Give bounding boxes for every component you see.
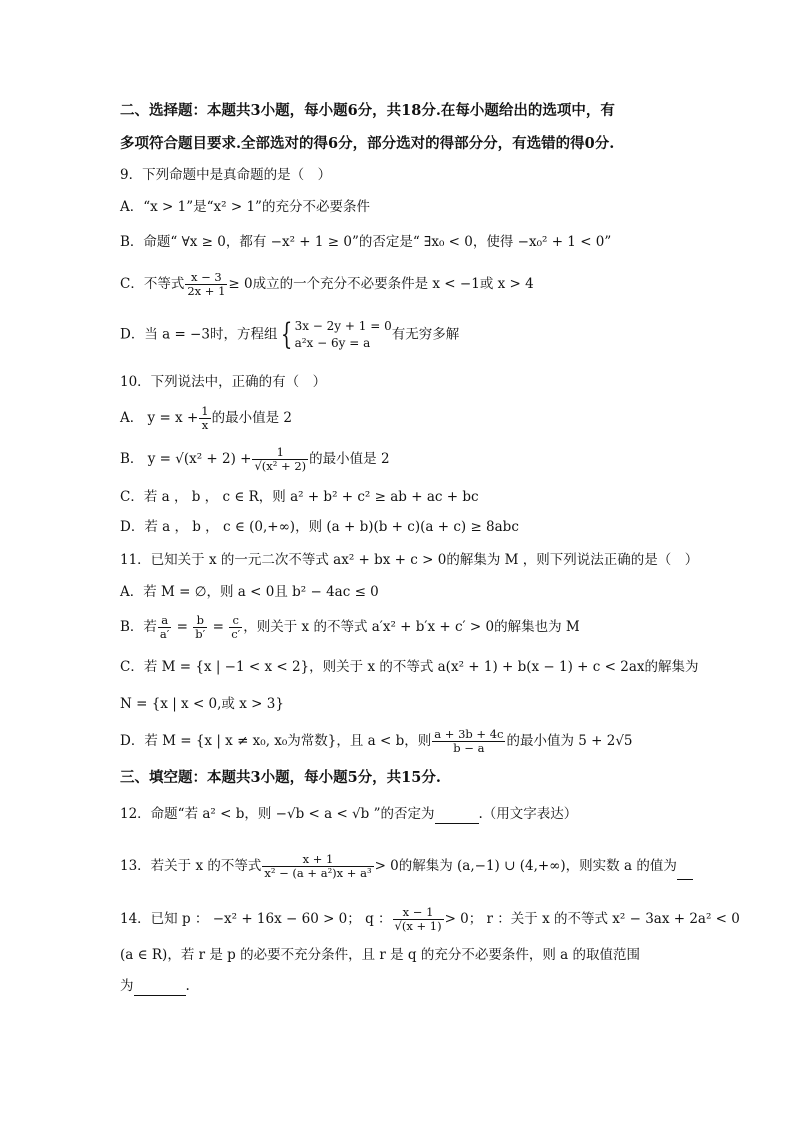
q11-option-c-line-1: C．若 M = {x | −1 < x < 2}，则关于 x 的不等式 a(x² + 1) + b(x − 1) + c < 2ax的解集为 bbox=[120, 659, 699, 675]
q9-d-equation-2: a²x − 6y = a bbox=[294, 336, 371, 350]
q9-d-system bbox=[295, 318, 392, 352]
q11-b-fraction-2 bbox=[193, 614, 207, 641]
q14-q-numerator: x − 1 bbox=[393, 906, 444, 920]
q11-option-d bbox=[120, 728, 633, 755]
q10-option-c: C．若 a ， b ， c ∈ R，则 a² + b² + c² ≥ ab + ac + bc bbox=[120, 489, 479, 505]
q13-numerator: x + 1 bbox=[262, 853, 373, 867]
q14-p-part: 14．已知 p ： −x² + 16x − 60 > 0； q ： bbox=[120, 911, 392, 927]
q13-denominator: x² − (a + a²)x + a³ bbox=[264, 866, 372, 880]
q9-c-prefix: C．不等式 bbox=[120, 276, 185, 292]
q10-b-numerator: 1 bbox=[252, 446, 308, 460]
q11-b-f3-denominator: c′ bbox=[231, 627, 241, 641]
q10-b-suffix: 的最小值是 2 bbox=[309, 451, 390, 467]
q11-d-numerator: a + 3b + 4c bbox=[434, 727, 504, 741]
q11-option-c-line-2: N = {x | x < 0,或 x > 3} bbox=[120, 696, 284, 712]
q14-r-part: > 0； r ：关于 x 的不等式 x² − 3ax + 2a² < 0 bbox=[444, 911, 740, 927]
q10-a-denominator: x bbox=[201, 418, 209, 432]
q13-prefix: 13．若关于 x 的不等式 bbox=[120, 858, 262, 874]
q12 bbox=[120, 804, 577, 824]
q12-answer-blank[interactable] bbox=[435, 809, 479, 824]
q10-option-d: D．若 a ， b ， c ∈ (0,+∞)，则 (a + b)(b + c)(a + c) ≥ 8abc bbox=[120, 519, 519, 535]
q14-line-3-prefix: 为 bbox=[120, 978, 134, 994]
q9-c-denominator: 2x + 1 bbox=[187, 284, 226, 298]
q14-q-fraction bbox=[393, 906, 444, 933]
q10-option-b bbox=[120, 446, 390, 473]
q11-b-fraction-3 bbox=[229, 614, 242, 641]
q9-d-prefix: D．当 a = −3时，方程组 bbox=[120, 326, 278, 343]
q14-line-3: 为 . bbox=[120, 978, 190, 994]
q11-d-prefix: D．若 M = {x | x ≠ x₀, x₀为常数}，且 a < b，则 bbox=[120, 733, 432, 749]
q9-stem: 9．下列命题中是真命题的是（ ） bbox=[120, 167, 332, 183]
q11-b-f2-numerator: b bbox=[193, 614, 207, 628]
q9-option-b: B．命题“ ∀x ≥ 0，都有 −x² + 1 ≥ 0”的否定是“ ∃x₀ < 0，使得 −x₀² + 1 < 0” bbox=[120, 234, 612, 250]
q10-option-a bbox=[120, 405, 292, 432]
q11-b-f1-denominator: a′ bbox=[159, 627, 170, 641]
q10-a-fraction bbox=[199, 405, 210, 432]
q13 bbox=[120, 853, 693, 880]
q9-option-d bbox=[120, 318, 459, 352]
q13-fraction bbox=[262, 853, 373, 880]
q14-q-denominator: √(x + 1) bbox=[394, 919, 442, 933]
section-header-line-2: 多项符合题目要求.全部选对的得6分，部分选对的得部分分，有选错的得0分. bbox=[120, 135, 615, 152]
q11-stem: 11．已知关于 x 的一元二次不等式 ax² + bx + c > 0的解集为 M ，则下列说法正确的是（ ） bbox=[120, 552, 699, 568]
q13-answer-blank[interactable] bbox=[677, 865, 693, 880]
q11-b-f3-numerator: c bbox=[229, 614, 242, 628]
q14-line-1 bbox=[120, 906, 740, 933]
q11-option-a: A．若 M = ∅，则 a < 0且 b² − 4ac ≤ 0 bbox=[120, 584, 379, 600]
q11-d-denominator: b − a bbox=[453, 741, 485, 755]
q12-suffix: .（用文字表达） bbox=[478, 806, 578, 822]
q14-answer-blank[interactable] bbox=[134, 981, 186, 996]
brace-symbol: { bbox=[281, 317, 293, 352]
q9-option-c bbox=[120, 271, 534, 298]
q10-a-numerator: 1 bbox=[201, 404, 209, 418]
q9-c-suffix: ≥ 0成立的一个充分不必要条件是 x < −1或 x > 4 bbox=[228, 276, 534, 292]
q11-option-b: B．若 $\frac{a}{a'}$ = $\frac{b}{b'}$ = $\frac{c}{c'}$ ，则关于 x 的不等式 a′x² + b′x + c′ > 0的解集也为 M bbox=[120, 613, 580, 641]
q11-d-fraction bbox=[432, 728, 505, 755]
q9-c-numerator: x − 3 bbox=[185, 271, 227, 285]
q9-d-equation-1: 3x − 2y + 1 = 0 bbox=[294, 319, 392, 333]
q9-option-a: A．“x > 1”是“x² > 1”的充分不必要条件 bbox=[120, 199, 370, 215]
q13-suffix: > 0的解集为 (a,−1) ∪ (4,+∞)，则实数 a 的值为 bbox=[374, 858, 677, 874]
q10-b-denominator: √(x² + 2) bbox=[254, 459, 307, 473]
q10-b-prefix: B． y = √(x² + 2) + bbox=[120, 451, 252, 467]
q10-a-prefix: A． y = x + bbox=[120, 410, 199, 426]
q11-b-prefix: B．若 bbox=[120, 619, 157, 635]
q11-b-fraction-1 bbox=[158, 614, 171, 641]
q10-b-fraction bbox=[252, 446, 308, 473]
q11-b-f2-denominator: b′ bbox=[195, 627, 206, 641]
q10-stem: 10．下列说法中，正确的有（ ） bbox=[120, 374, 327, 390]
q12-prefix: 12．命题“若 a² < b，则 −√b < a < √b ”的否定为 bbox=[120, 806, 435, 822]
q9-c-fraction bbox=[185, 271, 227, 298]
q11-b-suffix: ，则关于 x 的不等式 a′x² + b′x + c′ > 0的解集也为 M bbox=[243, 619, 580, 635]
section-3-header: 三、填空题：本题共3小题，每小题5分，共15分. bbox=[120, 769, 441, 786]
q14-line-2: (a ∈ R)，若 r 是 p 的必要不充分条件，且 r 是 q 的充分不必要条件，则 a 的取值范围 bbox=[120, 947, 640, 963]
section-header-line-1: 二、选择题：本题共3小题，每小题6分，共18分.在每小题给出的选项中，有 bbox=[120, 102, 615, 119]
q11-b-f1-numerator: a bbox=[158, 614, 171, 628]
q9-d-suffix: 有无穷多解 bbox=[391, 326, 460, 343]
q11-d-suffix: 的最小值为 5 + 2√5 bbox=[506, 733, 633, 749]
q10-a-suffix: 的最小值是 2 bbox=[211, 410, 292, 426]
